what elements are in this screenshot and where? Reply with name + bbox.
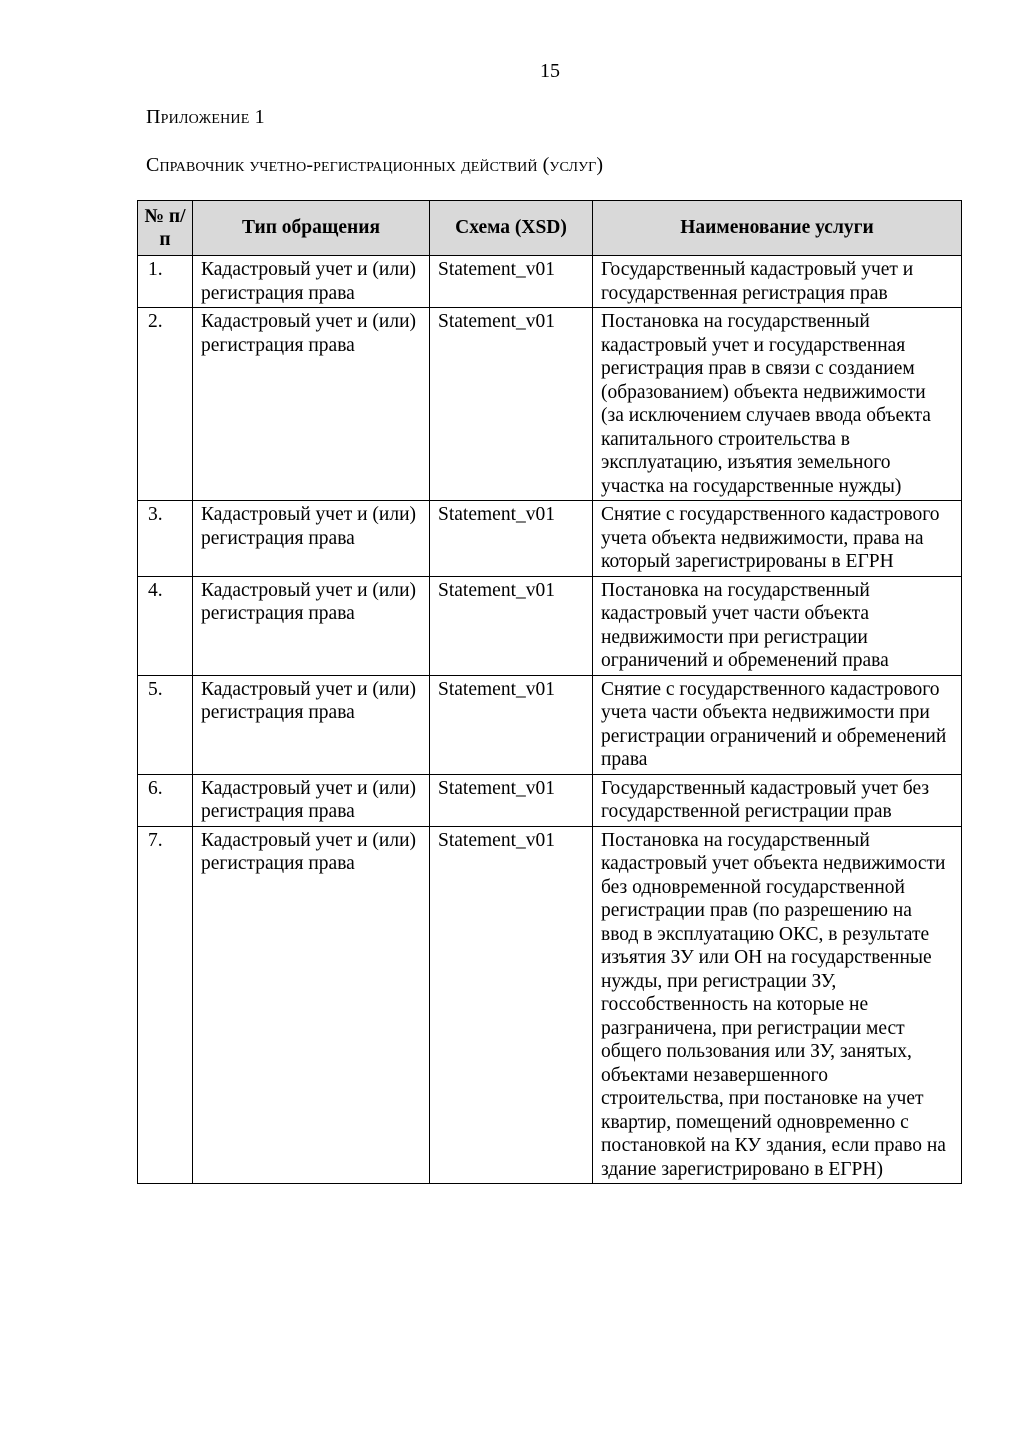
row-num: 2. (138, 308, 193, 501)
page-number: 15 (540, 60, 560, 82)
row-service-name: Снятие с государственного кадастрового учета части объекта недвижимости при регистрации ограничений и обременений права (593, 675, 962, 774)
row-schema: Statement_v01 (430, 256, 593, 308)
row-schema: Statement_v01 (430, 308, 593, 501)
row-num: 6. (138, 774, 193, 826)
row-schema: Statement_v01 (430, 774, 593, 826)
header-schema: Схема (XSD) (430, 201, 593, 256)
table-row (138, 774, 962, 826)
services-table (137, 200, 962, 1184)
row-type: Кадастровый учет и (или) регистрация права (193, 576, 430, 675)
row-num: 5. (138, 675, 193, 774)
row-service-name: Государственный кадастровый учет и государственная регистрация прав (593, 256, 962, 308)
header-type: Тип обращения (193, 201, 430, 256)
header-name: Наименование услуги (593, 201, 962, 256)
table-row (138, 501, 962, 577)
row-service-name: Постановка на государственный кадастровый учет объекта недвижимости без одновременной государственной регистрации прав (по разрешению на ввод в эксплуатацию ОКС, в результате изъятия ЗУ или ОН на государственные нужды, при регистрации ЗУ, госсобственность на которые не разграничена, при регистрации мест общего пользования или ЗУ, занятых, объектами незавершенного строительства, при постановке на учет квартир, помещений одновременно с постановкой на КУ здания, если право на здание зарегистрировано в ЕГРН) (593, 826, 962, 1184)
row-type: Кадастровый учет и (или) регистрация права (193, 774, 430, 826)
table-row (138, 675, 962, 774)
appendix-label: Приложение 1 (146, 106, 265, 128)
row-service-name: Постановка на государственный кадастровый учет и государственная регистрация прав в связи с созданием (образованием) объекта недвижимости (за исключением случаев ввода объекта капитального строительства в эксплуатацию, изъятия земельного участка на государственные нужды) (593, 308, 962, 501)
document-title: Справочник учетно-регистрационных действий (услуг) (146, 154, 604, 176)
row-num: 1. (138, 256, 193, 308)
table-header (138, 201, 962, 256)
row-schema: Statement_v01 (430, 675, 593, 774)
table-row (138, 308, 962, 501)
row-type: Кадастровый учет и (или) регистрация права (193, 256, 430, 308)
header-row (138, 201, 962, 256)
row-service-name: Снятие с государственного кадастрового учета объекта недвижимости, права на который зарегистрированы в ЕГРН (593, 501, 962, 577)
row-schema: Statement_v01 (430, 501, 593, 577)
header-num: № п/п (138, 201, 193, 256)
row-type: Кадастровый учет и (или) регистрация права (193, 501, 430, 577)
table-row (138, 826, 962, 1184)
row-schema: Statement_v01 (430, 826, 593, 1184)
row-num: 3. (138, 501, 193, 577)
row-num: 7. (138, 826, 193, 1184)
row-schema: Statement_v01 (430, 576, 593, 675)
row-service-name: Государственный кадастровый учет без государственной регистрации прав (593, 774, 962, 826)
table-body (138, 256, 962, 1184)
row-type: Кадастровый учет и (или) регистрация права (193, 826, 430, 1184)
row-type: Кадастровый учет и (или) регистрация права (193, 675, 430, 774)
table-row (138, 256, 962, 308)
row-service-name: Постановка на государственный кадастровый учет части объекта недвижимости при регистрации ограничений и обременений права (593, 576, 962, 675)
row-num: 4. (138, 576, 193, 675)
row-type: Кадастровый учет и (или) регистрация права (193, 308, 430, 501)
table-row (138, 576, 962, 675)
